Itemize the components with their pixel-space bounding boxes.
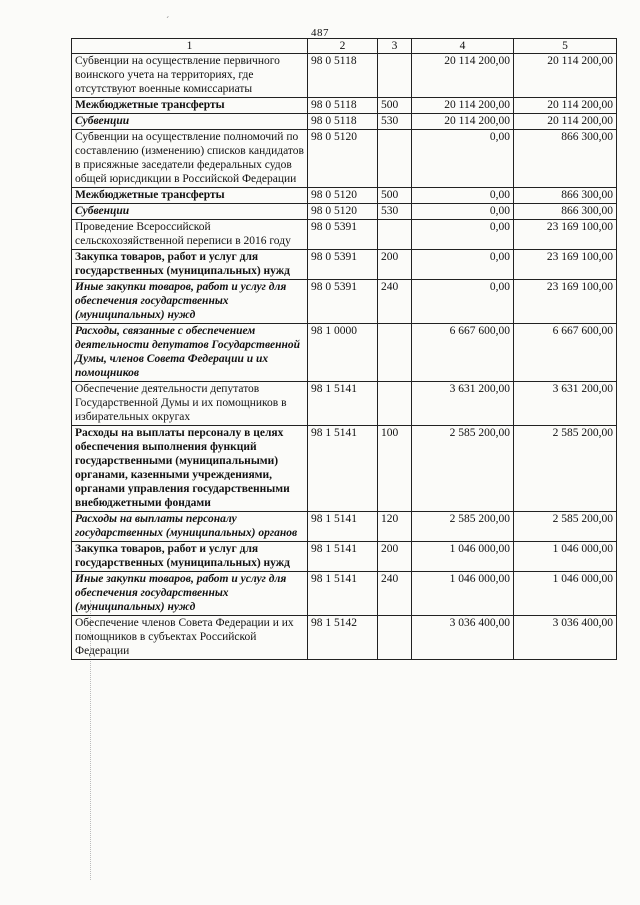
row-name: Межбюджетные трансферты <box>72 98 308 114</box>
row-expense-type: 500 <box>378 188 412 204</box>
row-value-col5: 6 667 600,00 <box>514 324 617 382</box>
row-name: Субвенции <box>72 114 308 130</box>
page-number: 487 <box>311 27 329 39</box>
table-row <box>72 130 617 188</box>
row-value-col5: 2 585 200,00 <box>514 426 617 512</box>
row-code: 98 0 5120 <box>308 188 378 204</box>
table-row <box>72 280 617 324</box>
header-col-2: 2 <box>308 39 378 54</box>
table-row <box>72 324 617 382</box>
row-code: 98 1 5141 <box>308 542 378 572</box>
row-code: 98 0 5118 <box>308 114 378 130</box>
row-value-col5: 20 114 200,00 <box>514 54 617 98</box>
row-name: Субвенции на осуществление полномочий по составлению (изменению) списков кандидатов в присяжные заседатели федеральных судов общей юрисдикции в Российской Федерации <box>72 130 308 188</box>
table-row <box>72 382 617 426</box>
row-expense-type <box>378 324 412 382</box>
row-code: 98 1 5141 <box>308 382 378 426</box>
row-expense-type: 200 <box>378 250 412 280</box>
row-code: 98 1 5142 <box>308 616 378 660</box>
header-col-5: 5 <box>514 39 617 54</box>
row-value-col5: 2 585 200,00 <box>514 512 617 542</box>
row-value-col5: 866 300,00 <box>514 188 617 204</box>
row-name: Межбюджетные трансферты <box>72 188 308 204</box>
table-row <box>72 250 617 280</box>
table-row <box>72 512 617 542</box>
row-value-col5: 23 169 100,00 <box>514 250 617 280</box>
row-name: Закупка товаров, работ и услуг для государственных (муниципальных) нужд <box>72 542 308 572</box>
row-expense-type: 240 <box>378 572 412 616</box>
table-header <box>72 39 617 54</box>
row-name: Иные закупки товаров, работ и услуг для обеспечения государственных (муниципальных) нужд <box>72 572 308 616</box>
row-value-col4: 20 114 200,00 <box>412 98 514 114</box>
row-name: Проведение Всероссийской сельскохозяйственной переписи в 2016 году <box>72 220 308 250</box>
table-row <box>72 98 617 114</box>
table-row <box>72 204 617 220</box>
row-expense-type: 100 <box>378 426 412 512</box>
table-row <box>72 542 617 572</box>
row-code: 98 0 5391 <box>308 280 378 324</box>
row-value-col5: 3 631 200,00 <box>514 382 617 426</box>
table-row <box>72 616 617 660</box>
row-name: Расходы, связанные с обеспечением деятельности депутатов Государственной Думы, членов Совета Федерации и их помощников <box>72 324 308 382</box>
row-code: 98 1 5141 <box>308 572 378 616</box>
row-value-col4: 1 046 000,00 <box>412 542 514 572</box>
header-col-3: 3 <box>378 39 412 54</box>
table-row <box>72 220 617 250</box>
row-expense-type: 120 <box>378 512 412 542</box>
table-row <box>72 54 617 98</box>
row-expense-type <box>378 220 412 250</box>
row-expense-type: 500 <box>378 98 412 114</box>
header-row <box>72 39 617 54</box>
row-value-col5: 1 046 000,00 <box>514 542 617 572</box>
row-value-col4: 0,00 <box>412 250 514 280</box>
row-code: 98 0 5391 <box>308 220 378 250</box>
row-name: Субвенции на осуществление первичного воинского учета на территориях, где отсутствуют военные комиссариаты <box>72 54 308 98</box>
table-row <box>72 572 617 616</box>
row-code: 98 1 5141 <box>308 512 378 542</box>
row-expense-type <box>378 54 412 98</box>
header-col-1: 1 <box>72 39 308 54</box>
row-code: 98 0 5118 <box>308 98 378 114</box>
row-expense-type: 530 <box>378 114 412 130</box>
row-value-col4: 3 036 400,00 <box>412 616 514 660</box>
table-row <box>72 188 617 204</box>
row-code: 98 0 5120 <box>308 130 378 188</box>
table-body <box>72 54 617 660</box>
row-value-col5: 20 114 200,00 <box>514 114 617 130</box>
row-value-col5: 3 036 400,00 <box>514 616 617 660</box>
row-value-col4: 3 631 200,00 <box>412 382 514 426</box>
row-value-col4: 20 114 200,00 <box>412 54 514 98</box>
row-expense-type <box>378 616 412 660</box>
row-value-col4: 1 046 000,00 <box>412 572 514 616</box>
row-value-col5: 866 300,00 <box>514 204 617 220</box>
row-name: Закупка товаров, работ и услуг для государственных (муниципальных) нужд <box>72 250 308 280</box>
row-value-col4: 2 585 200,00 <box>412 512 514 542</box>
row-code: 98 0 5391 <box>308 250 378 280</box>
row-value-col4: 0,00 <box>412 220 514 250</box>
header-col-4: 4 <box>412 39 514 54</box>
row-name: Субвенции <box>72 204 308 220</box>
scan-mark: ˊ <box>166 16 170 27</box>
row-value-col5: 1 046 000,00 <box>514 572 617 616</box>
table-row <box>72 426 617 512</box>
row-value-col4: 0,00 <box>412 204 514 220</box>
table-row <box>72 114 617 130</box>
row-value-col5: 23 169 100,00 <box>514 220 617 250</box>
row-value-col4: 20 114 200,00 <box>412 114 514 130</box>
row-name: Иные закупки товаров, работ и услуг для обеспечения государственных (муниципальных) нужд <box>72 280 308 324</box>
row-expense-type: 530 <box>378 204 412 220</box>
budget-table <box>71 38 617 660</box>
row-name: Расходы на выплаты персоналу в целях обеспечения выполнения функций государственными (муниципальными) органами, казенными учреждениями, органами управления государственными внебюджетными фондами <box>72 426 308 512</box>
row-code: 98 1 5141 <box>308 426 378 512</box>
row-value-col5: 23 169 100,00 <box>514 280 617 324</box>
row-code: 98 1 0000 <box>308 324 378 382</box>
row-value-col4: 0,00 <box>412 130 514 188</box>
row-name: Расходы на выплаты персоналу государственных (муниципальных) органов <box>72 512 308 542</box>
row-value-col4: 2 585 200,00 <box>412 426 514 512</box>
row-expense-type: 200 <box>378 542 412 572</box>
row-expense-type <box>378 382 412 426</box>
row-value-col5: 20 114 200,00 <box>514 98 617 114</box>
row-name: Обеспечение деятельности депутатов Государственной Думы и их помощников в избирательных округах <box>72 382 308 426</box>
row-code: 98 0 5120 <box>308 204 378 220</box>
row-expense-type: 240 <box>378 280 412 324</box>
row-value-col4: 0,00 <box>412 188 514 204</box>
row-value-col4: 6 667 600,00 <box>412 324 514 382</box>
row-value-col5: 866 300,00 <box>514 130 617 188</box>
row-expense-type <box>378 130 412 188</box>
row-value-col4: 0,00 <box>412 280 514 324</box>
row-name: Обеспечение членов Совета Федерации и их помощников в субъектах Российской Федерации <box>72 616 308 660</box>
row-code: 98 0 5118 <box>308 54 378 98</box>
